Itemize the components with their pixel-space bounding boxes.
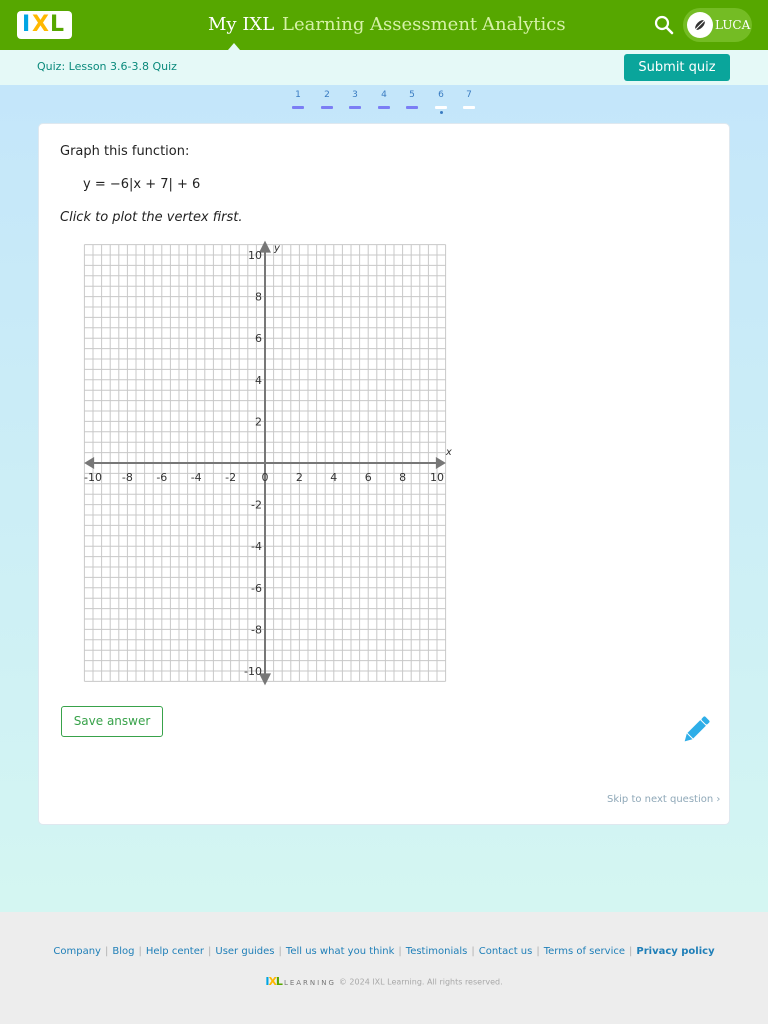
pager-item-2[interactable]: 2 [321, 89, 333, 101]
save-answer-button[interactable]: Save answer [61, 706, 163, 737]
copyright-text: © 2024 IXL Learning. All rights reserved. [338, 977, 503, 987]
current-page-dot [440, 111, 443, 114]
x-axis-arrow-left [84, 457, 94, 469]
y-tick-label: 6 [255, 332, 262, 346]
instruction: Click to plot the vertex first. [60, 210, 243, 225]
pager-item-1[interactable]: 1 [292, 89, 304, 101]
x-tick-label: 2 [295, 471, 303, 484]
nav-my-ixl[interactable]: My IXL [208, 14, 275, 35]
y-tick-label: 10 [248, 249, 262, 262]
nav-learning[interactable]: Learning [282, 14, 365, 35]
footer-link-testimonials[interactable]: Testimonials [405, 946, 468, 957]
ixl-learning-logo[interactable]: IXL [265, 975, 282, 988]
question-prompt: Graph this function: [60, 144, 190, 159]
y-tick-label: -10 [244, 665, 262, 678]
x-tick-label: 8 [399, 471, 407, 484]
pager-item-7[interactable]: 7 [463, 89, 475, 101]
footer-link-company[interactable]: Company [53, 946, 101, 957]
x-axis-label: x [445, 447, 452, 458]
search-icon[interactable] [654, 15, 674, 35]
active-nav-caret [228, 43, 240, 50]
top-nav [0, 0, 768, 50]
x-tick-label: 10 [430, 471, 444, 484]
submit-quiz-button[interactable]: Submit quiz [624, 54, 730, 81]
footer-link-blog[interactable]: Blog [112, 946, 135, 957]
pager-item-5[interactable]: 5 [406, 89, 418, 101]
pencil-icon[interactable] [680, 712, 712, 748]
pager-item-3[interactable]: 3 [349, 89, 361, 101]
equation: y = −6|x + 7| + 6 [83, 177, 201, 192]
x-axis-arrow-right [436, 457, 446, 469]
avatar [687, 12, 713, 38]
ixl-logo[interactable] [17, 11, 72, 39]
y-tick-label: 8 [255, 290, 262, 304]
user-name: LUCA [715, 18, 751, 32]
footer-link-terms[interactable]: Terms of service [543, 946, 625, 957]
avatar-icon [687, 12, 713, 38]
pager-item-6[interactable]: 6 [435, 89, 447, 101]
logo-letter-l: L [50, 12, 64, 37]
x-tick-label: 0 [261, 471, 269, 484]
logo-letter-x: X [32, 12, 48, 37]
x-tick-label: -10 [84, 471, 102, 484]
learning-wordmark: LEARNING [283, 978, 336, 987]
footer-link-feedback[interactable]: Tell us what you think [285, 946, 395, 957]
y-axis-label: y [274, 242, 280, 254]
x-tick-label: -4 [190, 471, 202, 484]
x-tick-label: 6 [364, 471, 372, 484]
footer [0, 912, 768, 1024]
y-tick-label: -8 [251, 623, 262, 637]
y-tick-label: -4 [251, 540, 262, 554]
coordinate-plane[interactable] [80, 240, 452, 680]
footer-link-privacy[interactable]: Privacy policy [636, 946, 715, 957]
quiz-title: Quiz: Lesson 3.6-3.8 Quiz [37, 60, 177, 73]
footer-link-contact-us[interactable]: Contact us [478, 946, 533, 957]
x-tick-label: -6 [156, 471, 168, 484]
pager-item-4[interactable]: 4 [378, 89, 390, 101]
y-tick-label: 2 [255, 415, 262, 429]
footer-link-user-guides[interactable]: User guides [215, 946, 275, 957]
x-tick-label: -8 [121, 471, 133, 484]
nav-analytics[interactable]: Analytics [482, 14, 566, 35]
footer-link-help-center[interactable]: Help center [145, 946, 204, 957]
x-tick-label: 4 [330, 471, 338, 484]
logo-letter-i: I [22, 12, 30, 37]
x-tick-label: -2 [225, 471, 237, 484]
y-tick-label: -2 [251, 498, 262, 512]
nav-assessment[interactable]: Assessment [370, 14, 478, 35]
user-menu[interactable] [683, 8, 752, 42]
footer-links: Company | Blog | Help center | User guides | Tell us what you think | Testimonials | Contact us | Terms of service | Privacy policy [53, 946, 715, 957]
y-tick-label: -6 [251, 581, 262, 595]
y-tick-label: 4 [255, 373, 262, 387]
skip-to-next-question-link[interactable]: Skip to next question › [607, 794, 721, 805]
copyright-row [0, 975, 768, 990]
